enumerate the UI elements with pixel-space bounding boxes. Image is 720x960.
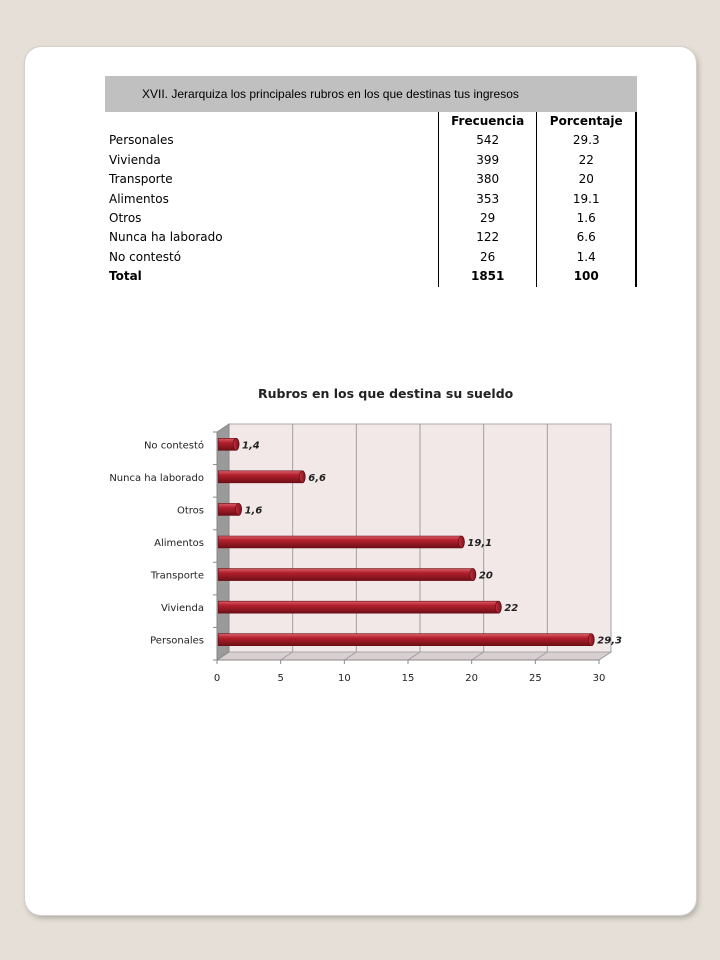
total-frecuencia: 1851 bbox=[438, 267, 537, 286]
row-label: Transporte bbox=[109, 172, 173, 187]
row-porcentaje: 22 bbox=[537, 151, 636, 170]
x-tick-label: 20 bbox=[465, 673, 479, 684]
bar bbox=[218, 536, 464, 548]
row-frecuencia: 353 bbox=[438, 190, 537, 209]
row-porcentaje: 19.1 bbox=[537, 190, 636, 209]
bar bbox=[218, 634, 594, 646]
row-porcentaje: 1.4 bbox=[537, 248, 636, 267]
row-frecuencia: 26 bbox=[438, 248, 537, 267]
row-porcentaje: 20 bbox=[537, 170, 636, 189]
x-tick-label: 5 bbox=[277, 673, 284, 684]
row-label: No contestó bbox=[109, 249, 182, 264]
row-label: Alimentos bbox=[109, 191, 169, 206]
y-category-label: Transporte bbox=[150, 570, 204, 582]
chart-title: Rubros en los que destina su sueldo bbox=[258, 386, 514, 401]
bar-end-cap bbox=[495, 601, 501, 613]
row-frecuencia: 122 bbox=[438, 228, 537, 247]
header-frecuencia: Frecuencia bbox=[438, 112, 537, 131]
x-tick-label: 25 bbox=[528, 673, 542, 684]
row-porcentaje: 1.6 bbox=[537, 209, 636, 228]
total-label: Total bbox=[109, 269, 142, 284]
bar bbox=[218, 569, 476, 581]
row-porcentaje: 29.3 bbox=[537, 131, 636, 150]
bar-end-cap bbox=[588, 634, 594, 646]
bar-end-cap bbox=[233, 438, 239, 450]
row-porcentaje: 6.6 bbox=[537, 228, 636, 247]
bar-data-label: 1,4 bbox=[242, 440, 260, 452]
y-category-label: No contestó bbox=[143, 440, 204, 452]
y-category-label: Nunca ha laborado bbox=[109, 472, 204, 484]
bar-data-label: 22 bbox=[504, 603, 519, 615]
bar-data-label: 29,3 bbox=[597, 635, 622, 647]
bar-data-label: 1,6 bbox=[244, 505, 263, 517]
y-category-label: Alimentos bbox=[154, 538, 204, 549]
row-frecuencia: 542 bbox=[438, 131, 537, 150]
x-tick-label: 0 bbox=[213, 673, 221, 684]
row-label: Otros bbox=[109, 211, 142, 226]
bar-end-cap bbox=[470, 569, 476, 581]
y-category-label: Otros bbox=[176, 505, 204, 517]
bar-data-label: 20 bbox=[478, 570, 493, 582]
bar-end-cap bbox=[236, 503, 242, 515]
row-label: Nunca ha laborado bbox=[109, 230, 223, 245]
y-category-label: Personales bbox=[150, 635, 204, 647]
y-category-label: Vivienda bbox=[160, 603, 204, 615]
row-frecuencia: 399 bbox=[438, 151, 537, 170]
row-label: Personales bbox=[109, 133, 174, 148]
row-label: Vivienda bbox=[109, 152, 161, 167]
question-text: XVII. Jerarquiza los principales rubros en los que destinas tus ingresos bbox=[142, 87, 519, 101]
row-frecuencia: 380 bbox=[438, 170, 537, 189]
total-porcentaje: 100 bbox=[537, 267, 636, 286]
x-tick-label: 30 bbox=[592, 673, 606, 684]
x-tick-label: 15 bbox=[401, 673, 415, 684]
row-frecuencia: 29 bbox=[438, 209, 537, 228]
bar bbox=[218, 601, 501, 613]
header-porcentaje: Porcentaje bbox=[537, 112, 636, 131]
bar-data-label: 19,1 bbox=[467, 538, 493, 549]
bar-end-cap bbox=[458, 536, 464, 548]
x-tick-label: 10 bbox=[337, 673, 351, 684]
bar-data-label: 6,6 bbox=[308, 472, 326, 484]
bar-end-cap bbox=[299, 471, 305, 483]
bar bbox=[218, 471, 305, 483]
